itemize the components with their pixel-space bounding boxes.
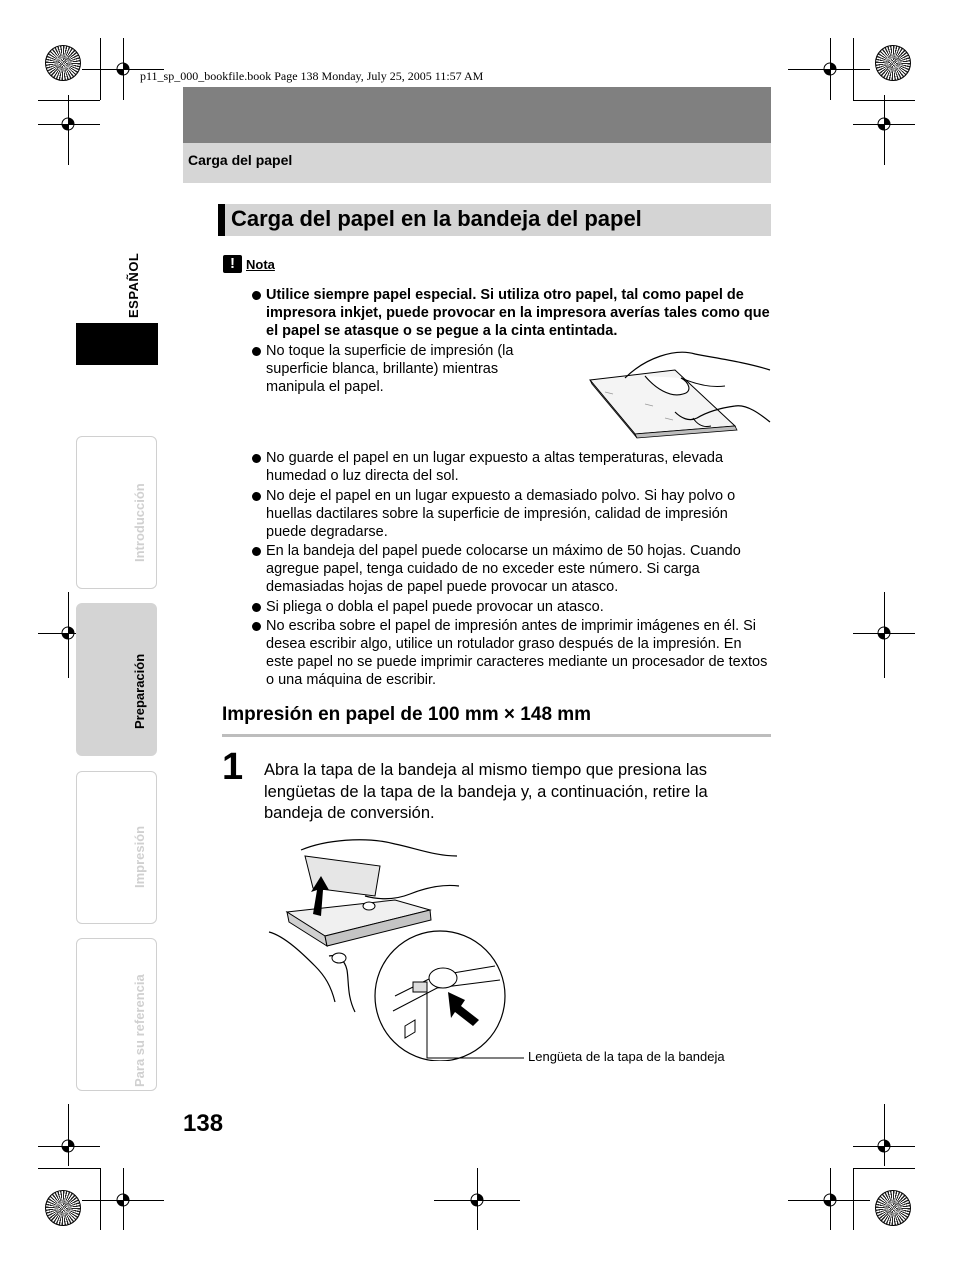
subheading-rule: [222, 734, 771, 737]
tab-label: Para su referencia: [132, 974, 147, 1087]
list-item-text: Utilice siempre papel especial. Si utiliza otro papel, tal como papel de impresora inkjet, puede provocar en la impresora averías tales como que el papel se atasque o se pegue a la cinta entintada.: [266, 287, 770, 339]
list-item-text: No escriba sobre el papel de impresión antes de imprimir imágenes en él. Si desea escribir algo, utilice un rotulador graso después de la impresión. En este papel no se puede imprimir caracteres mediante un procesador de textos o una máquina de escribir.: [266, 618, 768, 688]
list-item-text: No toque la superficie de impresión (la superficie blanca, brillante) mientras manipula el papel.: [266, 343, 514, 395]
bullet-dot-icon: [252, 603, 261, 612]
registration-mark-icon: [819, 1189, 841, 1211]
tab-impresion[interactable]: [76, 771, 157, 924]
tab-preparacion[interactable]: [76, 603, 157, 756]
header-band: [183, 87, 771, 143]
tab-label: Introducción: [132, 483, 147, 562]
bullet-dot-icon: [252, 291, 261, 300]
registration-mark-icon: [112, 58, 134, 80]
section-title: Carga del papel en la bandeja del papel: [231, 206, 642, 231]
section-title-bar: [218, 204, 771, 236]
page-number: 138: [183, 1110, 224, 1137]
step-text: Abra la tapa de la bandeja al mismo tiempo que presiona las lengüetas de la tapa de la bandeja y, a continuación, retire la bandeja de conversión.: [264, 761, 708, 822]
file-header: p11_sp_000_bookfile.book Page 138 Monday, July 25, 2005 11:57 AM: [140, 69, 484, 83]
running-head: Carga del papel: [188, 152, 293, 168]
bullet-dot-icon: [252, 622, 261, 631]
tab-introduccion[interactable]: [76, 436, 157, 589]
list-item-text: Si pliega o dobla el papel puede provocar un atasco.: [266, 599, 604, 615]
list-item-text: En la bandeja del papel puede colocarse un máximo de 50 hojas. Cuando agregue papel, tenga cuidado de no exceder este número. Si carga demasiadas hojas de papel puede provocar un atasco.: [266, 543, 741, 595]
registration-mark-icon: [57, 113, 79, 135]
list-item-text: No guarde el papel en un lugar expuesto a altas temperaturas, elevada humedad o luz directa del sol.: [266, 450, 724, 484]
registration-mark-icon: [873, 113, 895, 135]
registration-rosette-icon: [875, 45, 911, 81]
note-label: Nota: [246, 257, 275, 272]
language-label: ESPAÑOL: [126, 252, 141, 318]
language-marker-block: [76, 323, 158, 365]
tab-label: Preparación: [132, 653, 147, 729]
bullet-dot-icon: [252, 547, 261, 556]
subheading: Impresión en papel de 100 mm × 148 mm: [222, 704, 592, 725]
registration-rosette-icon: [45, 1190, 81, 1226]
registration-mark-icon: [873, 622, 895, 644]
registration-mark-icon: [819, 58, 841, 80]
paper-tray-illustration: [265, 836, 525, 1061]
bullet-dot-icon: [252, 347, 261, 356]
step-number: 1: [222, 746, 244, 788]
registration-rosette-icon: [45, 45, 81, 81]
bullet-dot-icon: [252, 492, 261, 501]
exclamation-icon: !: [223, 255, 242, 273]
registration-mark-icon: [112, 1189, 134, 1211]
figure-caption: Lengüeta de la tapa de la bandeja: [528, 1049, 725, 1064]
list-item-text: No deje el papel en un lugar expuesto a demasiado polvo. Si hay polvo o huellas dactilares sobre la superficie de impresión, calidad de impresión puede degradarse.: [266, 488, 736, 540]
registration-mark-icon: [466, 1189, 488, 1211]
hand-holding-paper-illustration: [585, 348, 771, 446]
bullet-dot-icon: [252, 454, 261, 463]
registration-rosette-icon: [875, 1190, 911, 1226]
registration-mark-icon: [873, 1135, 895, 1157]
tab-para-su-referencia[interactable]: [76, 938, 157, 1091]
tab-label: Impresión: [132, 825, 147, 888]
registration-mark-icon: [57, 1135, 79, 1157]
